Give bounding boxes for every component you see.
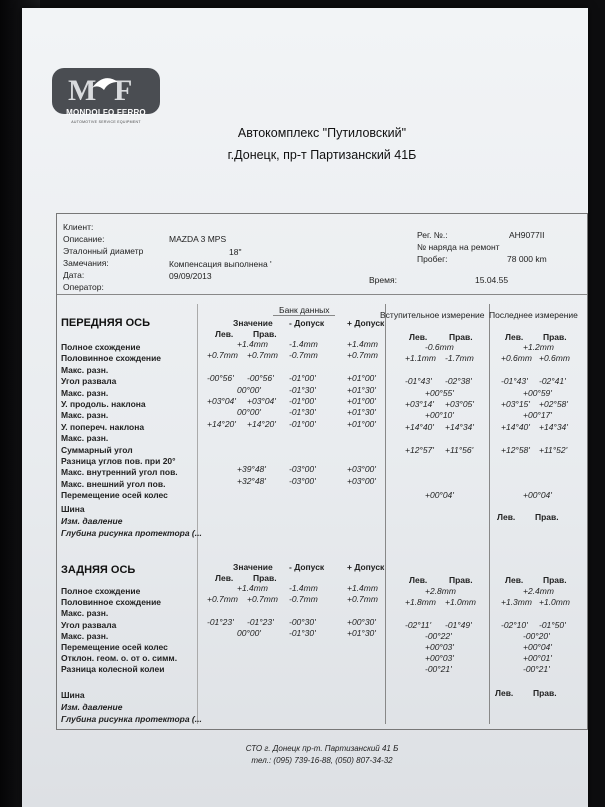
rear-row-4-final: -00°20' xyxy=(523,630,550,641)
front-row-3-fr: -02°41' xyxy=(539,376,566,387)
front-row-3-minus: -01°00' xyxy=(289,373,316,384)
client-label: Клиент: xyxy=(63,222,94,232)
column-divider-2 xyxy=(489,304,490,724)
mileage-label: Пробег: xyxy=(417,254,448,264)
initial-right-header: Прав. xyxy=(449,332,473,342)
rear-row-1-fr: +1.0mm xyxy=(539,597,570,608)
desc-value: MAZDA 3 MPS xyxy=(169,234,227,244)
front-row-5-fr: +02°58' xyxy=(539,399,568,409)
column-divider-1 xyxy=(385,304,386,724)
front-row-4-v: 00°00' xyxy=(237,384,261,395)
mileage-value: 78 000 km xyxy=(507,254,547,264)
front-row-6-plus: +01°30' xyxy=(347,407,376,418)
rear-row-4-minus: -01°30' xyxy=(289,627,316,638)
col-minus: - Допуск xyxy=(289,318,325,328)
front-row-3-ir: -02°38' xyxy=(445,376,472,387)
front-row-4-label: Макс. разн. xyxy=(61,387,109,398)
rear-row-7-label: Разница колесной колеи xyxy=(61,664,165,675)
time-label: Время: xyxy=(369,275,397,285)
remarks-value: Компенсация выполнена ' xyxy=(169,259,272,269)
front-row-6-minus: -01°30' xyxy=(289,407,316,418)
rear-row-6-label: Отклон. геом. о. от о. симм. xyxy=(61,653,178,664)
footer-address: СТО г. Донецк пр-т. Партизанский 41 Б xyxy=(245,744,399,753)
front-row-3-fl: -01°43' xyxy=(501,376,528,387)
front-row-9-il: +12°57' xyxy=(405,444,434,455)
front-row-7-plus: +01°00' xyxy=(347,418,376,429)
rear-col-minus: - Допуск xyxy=(289,562,325,572)
rear-final-right: Прав. xyxy=(543,575,567,585)
rear-row-3-label: Угол развала xyxy=(61,619,117,630)
rear-row-1-ir: +1.0mm xyxy=(445,597,476,608)
front-row-3-vr: -00°56' xyxy=(247,373,274,384)
col-initial: Вступительное измерение xyxy=(380,310,485,320)
rear-row-6-init: +00°03' xyxy=(425,653,454,664)
front-row-12-plus: +03°00' xyxy=(347,475,376,486)
rear-row-4-label: Макс. разн. xyxy=(61,630,109,641)
front-row-3-label: Угол развала xyxy=(61,376,117,387)
rear-row-4-init: -00°22' xyxy=(425,630,452,641)
value-right-header: Прав. xyxy=(253,329,277,339)
rear-tyre-right: Прав. xyxy=(533,688,557,698)
front-row-0-init: -0.6mm xyxy=(425,342,454,352)
svg-text:F: F xyxy=(114,74,133,107)
front-row-13-label: Перемещение осей колес xyxy=(61,490,168,501)
front-row-4-final: +00°59' xyxy=(523,387,552,398)
rear-row-5-label: Перемещение осей колес xyxy=(61,642,168,652)
rear-depth-label: Глубина рисунка протектора (... xyxy=(61,714,202,724)
front-row-1-plus: +0.7mm xyxy=(347,350,378,361)
front-tyre-right: Прав. xyxy=(535,512,559,522)
desc-label: Описание: xyxy=(63,234,105,244)
front-row-1-fl: +0.6mm xyxy=(501,353,532,364)
rear-row-6-final: +00°01' xyxy=(523,653,552,664)
rear-row-1-minus: -0.7mm xyxy=(289,594,318,605)
report-frame xyxy=(56,213,588,730)
rear-col-value: Значение xyxy=(233,562,273,572)
initial-left-header: Лев. xyxy=(409,332,428,342)
front-row-7-vr: +14°20' xyxy=(247,418,276,429)
front-row-5-ir: +03°05' xyxy=(445,399,474,409)
rear-row-4-plus: +01°30' xyxy=(347,627,376,638)
front-row-1-il: +1.1mm xyxy=(405,353,436,364)
rear-initial-left: Лев. xyxy=(409,575,428,585)
rear-row-3-minus: -00°30' xyxy=(289,616,316,627)
front-row-7-label: У. попереч. наклона xyxy=(61,421,145,432)
front-row-6-v: 00°00' xyxy=(237,407,261,418)
footer-phone: тел.: (095) 739-16-88, (050) 807-34-32 xyxy=(251,756,393,765)
rear-row-3-vr: -01°23' xyxy=(247,616,274,627)
order-label: № наряда на ремонт xyxy=(417,242,500,252)
final-right-header: Прав. xyxy=(543,332,567,342)
front-row-5-vr: +03°04' xyxy=(247,396,276,406)
company-logo xyxy=(52,68,160,126)
front-row-11-v: +39°48' xyxy=(237,464,266,475)
mf-monogram-icon xyxy=(52,68,160,108)
rear-row-3-fl: -02°10' xyxy=(501,619,528,630)
rear-pressure-label: Изм. давление xyxy=(61,702,123,712)
rear-initial-right: Прав. xyxy=(449,575,473,585)
front-row-5-il: +03°14' xyxy=(405,399,434,409)
front-row-0-minus: -1.4mm xyxy=(289,339,318,349)
svg-text:M: M xyxy=(68,74,97,107)
front-row-6-label: Макс. разн. xyxy=(61,410,109,421)
date-label: Дата: xyxy=(63,270,85,280)
date-value: 09/09/2013 xyxy=(169,271,212,281)
front-row-10-label: Разница углов пов. при 20° xyxy=(61,456,176,466)
front-row-3-plus: +01°00' xyxy=(347,373,376,384)
rear-row-5-init: +00°03' xyxy=(425,642,454,652)
front-row-4-init: +00°55' xyxy=(425,387,454,398)
front-row-7-fr: +14°34' xyxy=(539,421,568,432)
rear-row-3-il: -02°11' xyxy=(405,619,432,630)
rear-row-0-final: +2.4mm xyxy=(523,586,554,596)
front-row-13-init: +00°04' xyxy=(425,490,454,501)
front-tyre-label: Шина xyxy=(61,504,85,514)
rear-row-1-plus: +0.7mm xyxy=(347,594,378,605)
front-row-5-plus: +01°00' xyxy=(347,396,376,406)
front-row-11-minus: -03°00' xyxy=(289,464,316,475)
front-axle-title: ПЕРЕДНЯЯ ОСЬ xyxy=(61,317,150,329)
front-row-6-final: +00°17' xyxy=(523,410,552,421)
value-left-header: Лев. xyxy=(215,329,234,339)
rear-axle-title: ЗАДНЯЯ ОСЬ xyxy=(61,564,136,576)
front-row-0-plus: +1.4mm xyxy=(347,339,378,349)
front-row-1-fr: +0.6mm xyxy=(539,353,570,364)
front-row-13-final: +00°04' xyxy=(523,490,552,501)
front-row-7-fl: +14°40' xyxy=(501,421,530,432)
front-row-7-ir: +14°34' xyxy=(445,421,474,432)
col-value: Значение xyxy=(233,318,273,328)
diameter-value: 18" xyxy=(229,247,242,257)
company-title: Автокомплекс "Путиловский" xyxy=(237,126,407,140)
front-row-1-minus: -0.7mm xyxy=(289,350,318,361)
front-row-1-ir: -1.7mm xyxy=(445,353,474,364)
front-row-1-vr: +0.7mm xyxy=(247,350,278,361)
front-row-4-minus: -01°30' xyxy=(289,384,316,395)
rear-row-1-vr: +0.7mm xyxy=(247,594,278,605)
front-row-0-v: +1.4mm xyxy=(237,339,268,349)
diameter-label: Эталонный диаметр xyxy=(63,246,144,256)
front-row-5-fl: +03°15' xyxy=(501,399,530,409)
front-row-1-vl: +0.7mm xyxy=(207,350,238,361)
info-divider xyxy=(57,294,587,295)
front-row-9-fl: +12°58' xyxy=(501,444,530,455)
rear-row-2-label: Макс. разн. xyxy=(61,608,109,619)
rear-value-left: Лев. xyxy=(215,573,234,583)
front-row-7-il: +14°40' xyxy=(405,421,434,432)
rear-row-0-v: +1.4mm xyxy=(237,583,268,593)
front-tyre-left: Лев. xyxy=(497,512,516,522)
rear-value-right: Прав. xyxy=(253,573,277,583)
rear-tyre-label: Шина xyxy=(61,690,85,700)
front-pressure-label: Изм. давление xyxy=(61,516,123,526)
front-row-12-label: Макс. внешний угол пов. xyxy=(61,478,166,489)
front-row-12-minus: -03°00' xyxy=(289,475,316,486)
reg-value: АН9077II xyxy=(509,230,545,240)
rear-row-4-v: 00°00' xyxy=(237,627,261,638)
paper-sheet xyxy=(22,8,588,807)
front-row-5-minus: -01°00' xyxy=(289,396,316,406)
rear-row-1-label: Половинное схождение xyxy=(61,597,162,608)
front-row-11-label: Макс. внутренний угол пов. xyxy=(61,467,178,478)
col-plus: + Допуск xyxy=(347,318,385,328)
rear-tyre-left: Лев. xyxy=(495,688,514,698)
front-row-9-label: Суммарный угол xyxy=(61,444,133,455)
front-row-1-label: Половинное схождение xyxy=(61,353,162,364)
rear-row-3-fr: -01°50' xyxy=(539,619,566,630)
front-row-3-il: -01°43' xyxy=(405,376,432,387)
column-divider-0 xyxy=(197,304,198,724)
rear-row-3-plus: +00°30' xyxy=(347,616,376,627)
rear-row-7-init: -00°21' xyxy=(425,664,452,675)
front-row-7-vl: +14°20' xyxy=(207,418,236,429)
col-final: Последнее измерение xyxy=(489,310,578,320)
operator-label: Оператор: xyxy=(63,282,104,292)
front-row-8-label: Макс. разн. xyxy=(61,433,109,444)
rear-row-0-label: Полное схождение xyxy=(61,586,141,596)
rear-row-1-fl: +1.3mm xyxy=(501,597,532,608)
front-row-9-fr: +11°52' xyxy=(539,444,568,455)
front-row-11-plus: +03°00' xyxy=(347,464,376,475)
remarks-label: Замечания: xyxy=(63,258,109,268)
rear-row-1-vl: +0.7mm xyxy=(207,594,238,605)
rear-row-0-minus: -1.4mm xyxy=(289,583,318,593)
front-row-7-minus: -01°00' xyxy=(289,418,316,429)
rear-row-5-final: +00°04' xyxy=(523,642,552,652)
front-row-5-label: У. продоль. наклона xyxy=(61,399,146,409)
logo-brand: MONDOLFO FERRO xyxy=(66,108,146,117)
front-row-12-v: +32°48' xyxy=(237,475,266,486)
front-row-3-vl: -00°56' xyxy=(207,373,234,384)
front-depth-label: Глубина рисунка протектора (... xyxy=(61,528,202,538)
rear-row-1-il: +1.8mm xyxy=(405,597,436,608)
front-row-0-label: Полное схождение xyxy=(61,342,141,352)
front-row-5-vl: +03°04' xyxy=(207,396,236,406)
time-value: 15.04.55 xyxy=(475,275,509,285)
rear-row-3-vl: -01°23' xyxy=(207,616,234,627)
rear-row-7-final: -00°21' xyxy=(523,664,550,675)
front-row-0-final: +1.2mm xyxy=(523,342,554,352)
db-header-underline xyxy=(273,315,335,316)
company-address: г.Донецк, пр-т Партизанский 41Б xyxy=(227,148,417,162)
final-left-header: Лев. xyxy=(505,332,524,342)
rear-row-0-plus: +1.4mm xyxy=(347,583,378,593)
front-row-6-init: +00°10' xyxy=(425,410,454,421)
rear-col-plus: + Допуск xyxy=(347,562,385,572)
rear-row-0-init: +2.8mm xyxy=(425,586,456,596)
rear-final-left: Лев. xyxy=(505,575,524,585)
rear-row-3-ir: -01°49' xyxy=(445,619,472,630)
reg-label: Рег. №.: xyxy=(417,230,448,240)
logo-tagline: AUTOMOTIVE SERVICE EQUIPMENT xyxy=(71,120,141,124)
front-row-4-plus: +01°30' xyxy=(347,384,376,395)
db-header: Банк данных xyxy=(279,305,330,315)
front-row-9-ir: +11°56' xyxy=(445,444,474,455)
front-row-2-label: Макс. разн. xyxy=(61,364,109,375)
